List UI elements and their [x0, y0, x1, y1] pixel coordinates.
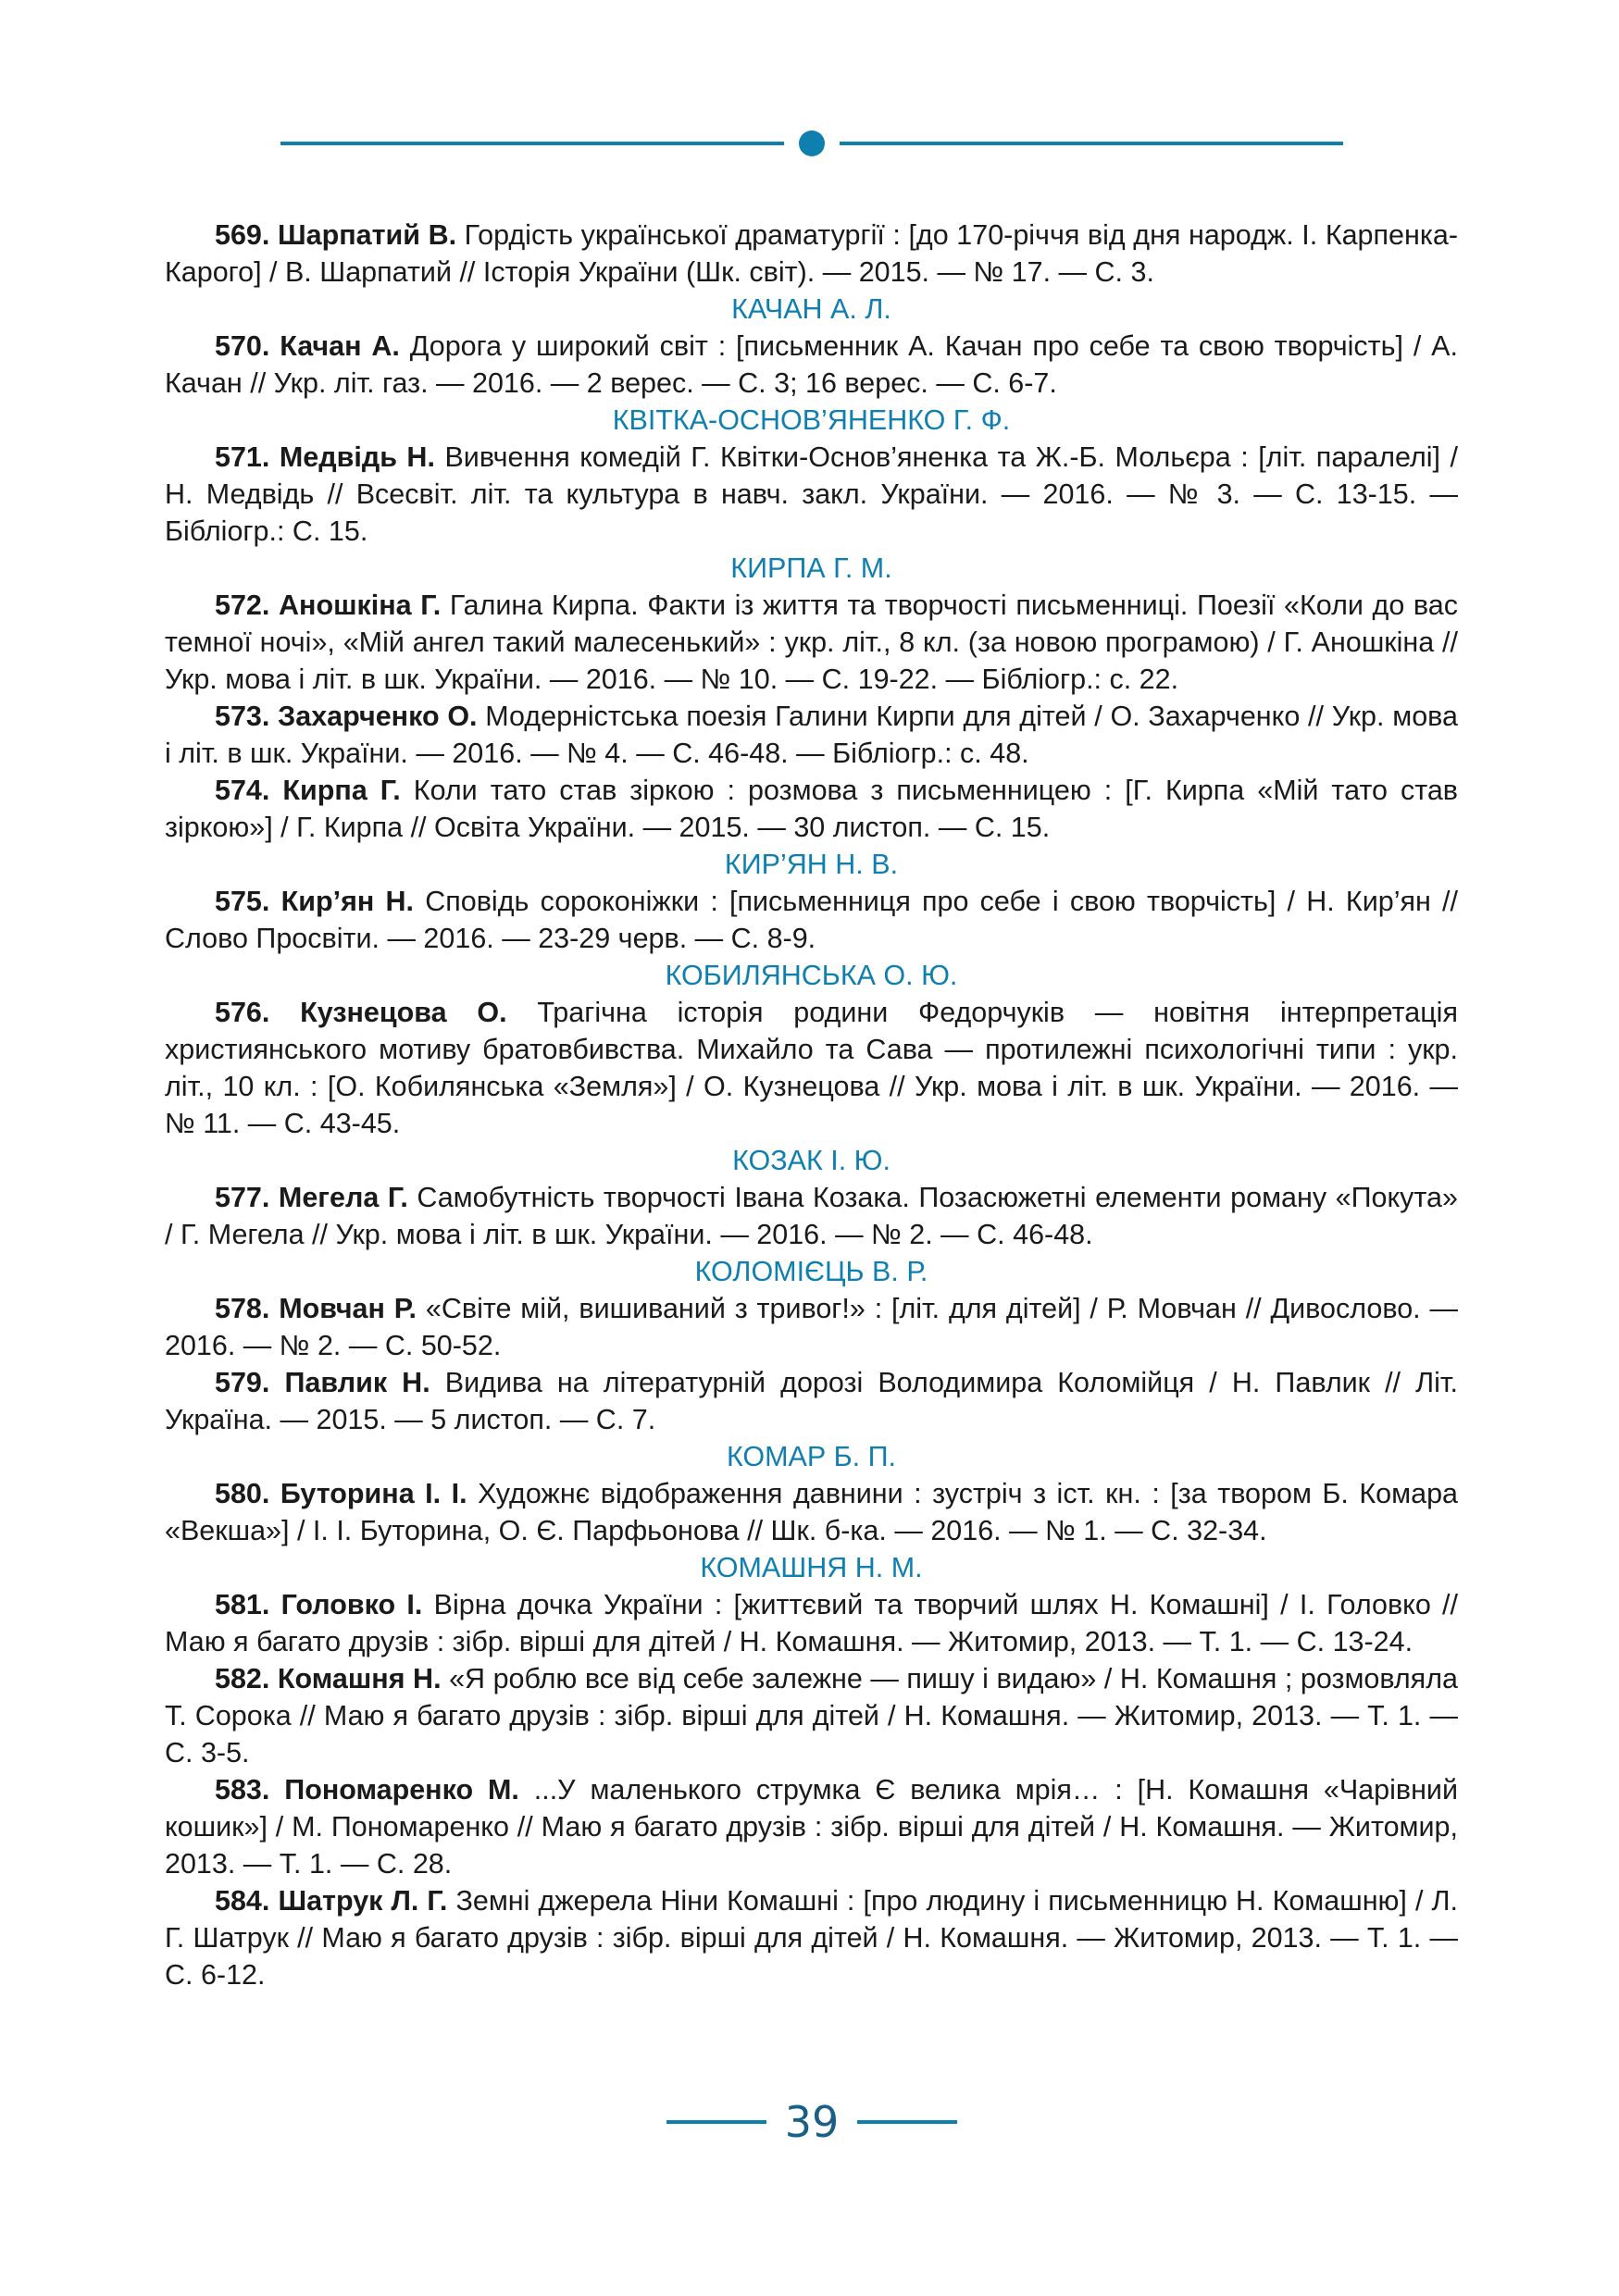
bibliography-entry	[165, 1475, 1458, 1549]
entry-number: 584.	[215, 1885, 270, 1917]
bibliography-entry	[165, 883, 1458, 957]
footer-rule-left	[666, 2120, 766, 2124]
entry-number: 583.	[215, 1774, 270, 1806]
entry-text: Модерністська поезія Галини Кирпи для дітей / О. Захарченко // Укр. мова і літ. в шк. України. — 2016. — № 4. — С. 46-48. — Бібліогр.: с. 48.	[165, 701, 1458, 769]
bibliography-entry	[165, 1882, 1458, 1993]
entry-author: Головко І.	[280, 1589, 423, 1620]
bibliography-entry	[165, 217, 1458, 291]
entry-author: Медвідь Н.	[279, 441, 435, 473]
section-heading: КВІТКА-ОСНОВ’ЯНЕНКО Г. Ф.	[612, 404, 1011, 436]
header-rule	[280, 130, 1343, 156]
section-heading: КОБИЛЯНСЬКА О. Ю.	[665, 960, 958, 991]
entry-number: 578.	[215, 1293, 270, 1324]
section-heading: КОЗАК І. Ю.	[732, 1145, 890, 1176]
entry-text: Галина Кирпа. Факти із життя та творчості письменниці. Поезії «Коли до вас темної ночі», «Мій ангел такий малесенький» : укр. літ., 8 кл. (за новою програмою) / Г. Аношкіна // Укр. мова і літ. в шк. України. — 2016. — № 10. — С. 19-22. — Бібліогр.: с. 22.	[165, 590, 1458, 695]
bibliography-entry	[165, 328, 1458, 402]
bibliography-entry	[165, 1771, 1458, 1882]
entry-author: Кир’ян Н.	[280, 886, 414, 917]
bibliography-entry	[165, 1364, 1458, 1438]
entry-number: 582.	[215, 1663, 270, 1694]
entry-author: Павлик Н.	[284, 1367, 430, 1398]
section-heading: КИР’ЯН Н. В.	[724, 849, 899, 880]
entry-text: Вірна дочка України : [життєвий та творчий шлях Н. Комашні] / І. Головко // Маю я багато друзів : зібр. вірші для дітей / Н. Комашня. — Житомир, 2013. — Т. 1. — С. 13-24.	[165, 1589, 1458, 1657]
entry-text: Дорога у широкий світ : [письменник А. Качан про себе та свою творчість] / А. Качан // Укр. літ. газ. — 2016. — 2 верес. — С. 3; 16 верес. — С. 6-7.	[165, 330, 1458, 399]
entry-number: 573.	[215, 701, 270, 732]
entry-text: Видива на літературній дорозі Володимира Коломійця / Н. Павлик // Літ. Україна. — 2015. — 5 листоп. — С. 7.	[165, 1367, 1458, 1435]
entry-text: Коли тато став зіркою : розмова з письменницею : [Г. Кирпа «Мій тато став зіркою»] / Г. Кирпа // Освіта України. — 2015. — 30 листоп. — С. 15.	[165, 775, 1459, 843]
entry-author: Шарпатий В.	[277, 219, 457, 251]
entry-number: 571.	[215, 441, 270, 473]
header-rule-right-line	[840, 142, 1343, 145]
entry-text: «Світе мій, вишиваний з тривог!» : [літ. для дітей] / Р. Мовчан // Дивослово. — 2016. — № 2. — С. 50-52.	[165, 1293, 1458, 1361]
entry-number: 570.	[215, 330, 270, 362]
entry-author: Мовчан Р.	[279, 1293, 417, 1324]
entry-number: 575.	[215, 886, 270, 917]
bibliography-entry	[165, 587, 1458, 698]
entry-text: Художнє відображення давнини : зустріч з іст. кн. : [за твором Б. Комара «Векша»] / І. І. Буторина, О. Є. Парфьонова // Шк. б-ка. — 2016. — № 1. — С. 32-34.	[165, 1478, 1458, 1546]
section-heading: КОМАР Б. П.	[726, 1441, 897, 1472]
page-number: 39	[784, 2097, 840, 2147]
bibliography-entry	[165, 1660, 1458, 1771]
entry-text: Гордість української драматургії : [до 170-річчя від дня народж. І. Карпенка-Карого] / В. Шарпатий // Історія України (Шк. світ). — 2015. — № 17. — С. 3.	[165, 219, 1458, 288]
section-heading: КИРПА Г. М.	[730, 552, 892, 584]
entry-author: Мегела Г.	[278, 1182, 408, 1213]
footer-rule-right	[857, 2120, 957, 2124]
entry-text: ...У маленького струмка Є велика мрія… : [Н. Комашня «Чарівний кошик»] / М. Пономаренко // Маю я багато друзів : зібр. вірші для дітей / Н. Комашня. — Житомир, 2013. — Т. 1. — С. 28.	[165, 1774, 1458, 1880]
entry-number: 572.	[215, 590, 270, 621]
entry-author: Пономаренко М.	[284, 1774, 519, 1806]
entry-number: 580.	[215, 1478, 270, 1509]
entry-text: «Я роблю все від себе залежне — пишу і видаю» / Н. Комашня ; розмовляла Т. Сорока // Маю я багато друзів : зібр. вірші для дітей / Н. Комашня. — Житомир, 2013. — Т. 1. — С. 3-5.	[165, 1663, 1458, 1769]
bibliography-entry	[165, 994, 1458, 1142]
page-footer	[666, 2095, 953, 2151]
entry-author: Комашня Н.	[277, 1663, 442, 1694]
bibliography-list	[165, 217, 1458, 1993]
entry-author: Буторина І. І.	[280, 1478, 467, 1509]
entry-number: 569.	[215, 219, 270, 251]
entry-number: 574.	[215, 775, 270, 806]
entry-number: 579.	[215, 1367, 270, 1398]
entry-number: 576.	[215, 997, 270, 1028]
bibliography-entry	[165, 1586, 1458, 1660]
bibliography-entry	[165, 1290, 1458, 1364]
entry-number: 581.	[215, 1589, 270, 1620]
bibliography-entry	[165, 1179, 1458, 1253]
entry-author: Кирпа Г.	[282, 775, 401, 806]
entry-text: Трагічна історія родини Федорчуків — новітня інтерпретація християнського мотиву братовбивства. Михайло та Сава — протилежні психологічні типи : укр. літ., 10 кл. : [О. Кобилянська «Земля»] / О. Кузнецова // Укр. мова і літ. в шк. України. — 2016. — № 11. — С. 43-45.	[165, 997, 1458, 1139]
header-rule-dot	[799, 130, 825, 156]
entry-author: Захарченко О.	[278, 701, 478, 732]
section-heading: КОМАШНЯ Н. М.	[700, 1552, 923, 1583]
bibliography-entry	[165, 698, 1458, 772]
entry-number: 577.	[215, 1182, 270, 1213]
entry-author: Качан А.	[280, 330, 400, 362]
bibliography-entry	[165, 439, 1458, 550]
entry-text: Вивчення комедій Г. Квітки-Основ’яненка та Ж.-Б. Мольєра : [літ. паралелі] / Н. Медвідь // Всесвіт. літ. та культура в навч. закл. України. — 2016. — № 3. — С. 13-15. — Бібліогр.: С. 15.	[165, 441, 1458, 547]
entry-author: Аношкіна Г.	[279, 590, 442, 621]
entry-text: Земні джерела Ніни Комашні : [про людину і письменницю Н. Комашню] / Л. Г. Шатрук // Маю я багато друзів : зібр. вірші для дітей / Н. Комашня. — Житомир, 2013. — Т. 1. — С. 6-12.	[165, 1885, 1458, 1991]
entry-text: Сповідь сороконіжки : [письменниця про себе і свою творчість] / Н. Кир’ян // Слово Просвіти. — 2016. — 23-29 черв. — С. 8-9.	[165, 886, 1458, 954]
bibliography-entry	[165, 772, 1458, 846]
entry-text: Самобутність творчості Івана Козака. Позасюжетні елементи роману «Покута» / Г. Мегела // Укр. мова і літ. в шк. України. — 2016. — № 2. — С. 46-48.	[165, 1182, 1458, 1250]
entry-author: Шатрук Л. Г.	[278, 1885, 448, 1917]
section-heading: КОЛОМІЄЦЬ В. Р.	[694, 1256, 928, 1287]
entry-author: Кузнецова О.	[300, 997, 507, 1028]
header-rule-left-line	[280, 142, 784, 145]
section-heading: КАЧАН А. Л.	[731, 293, 891, 325]
